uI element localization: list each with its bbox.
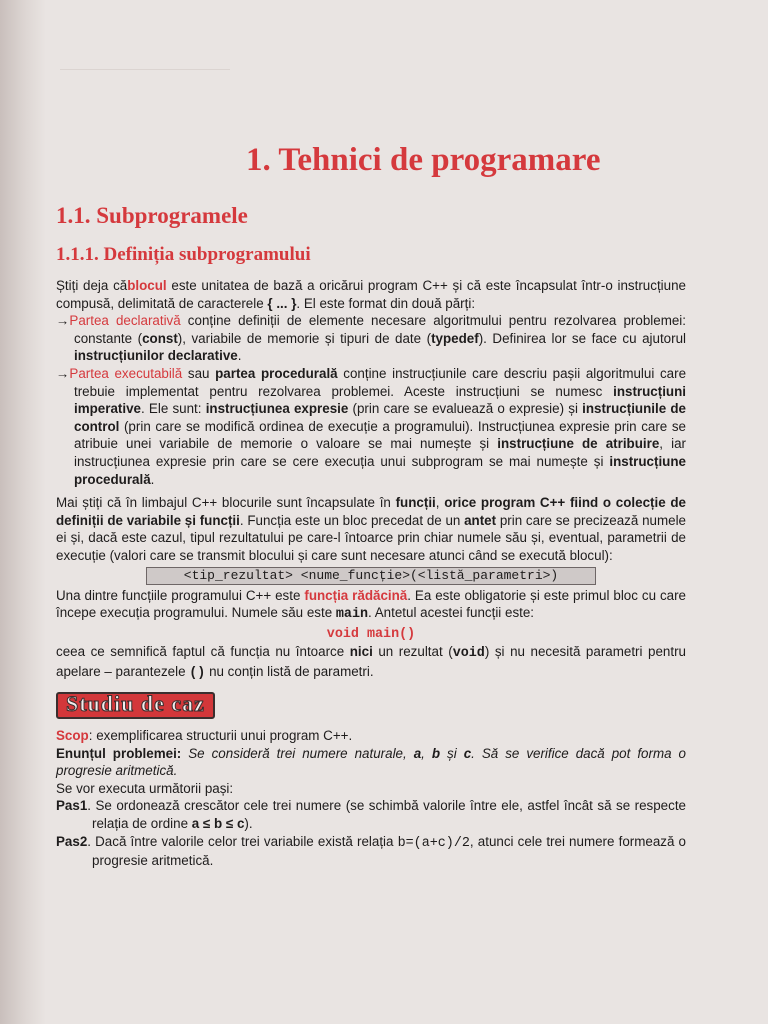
main-header-code: void main() bbox=[326, 626, 416, 642]
term-functia-radacina: funcția rădăcină bbox=[304, 587, 408, 603]
scope-label: Scop bbox=[56, 728, 89, 744]
steps-intro: Se vor executa următorii pași: bbox=[56, 780, 234, 796]
case-study-badge: Studiu de caz bbox=[56, 692, 215, 719]
subsection-title: 1.1.1. Definiția subprogramului bbox=[56, 244, 311, 265]
arrow-icon: → bbox=[56, 365, 70, 381]
functions-paragraph: Mai știți că în limbajul C++ blocurile sunt încapsulate în funcții, orice program C++ fiind o colecție de definiții de variabile și funcții. Funcția este un bloc precedat de un antet prin care se precizează numele ei și, dacă este cazul, tipul rezultatului pe care-l întoarce prin chiar numele său și, eventual, parametrii de execuție (valori care se transmit blocului și care sunt necesare atunci când se execută blocul): bbox=[56, 495, 687, 563]
chapter-title: 1. Tehnici de programare bbox=[246, 142, 601, 178]
bullet-declarative: →Partea declarativă conține definiții de elemente necesare algoritmului pentru rezolvarea problemei: constante (const), variabile de memorie și tipuri de date (typedef). Definirea lor se face cu ajutorul instrucțiunilor declarative. bbox=[56, 313, 687, 364]
show-through-header bbox=[60, 55, 230, 70]
section-title: 1.1. Subprogramele bbox=[56, 203, 248, 228]
void-paragraph: ceea ce semnifică faptul că funcția nu întoarce nici un rezultat (void) și nu necesită parametri pentru apelare – parantezele () nu conțin listă de parametri. bbox=[56, 644, 686, 681]
problem-statement: Enunțul problemei: Se consideră trei numere naturale, a, b și c. Să se verifice dacă pot forma o progresie aritmetică. bbox=[56, 745, 686, 779]
book-spine-shadow bbox=[0, 0, 46, 1024]
body-text bbox=[56, 277, 686, 870]
main-function-paragraph: Una dintre funcțiile programului C++ este funcția rădăcină. Ea este obligatorie și este primul bloc cu care începe execuția programului. Numele său este main. Antetul acestei funcții este: bbox=[56, 587, 686, 623]
scope-line: Scop: exemplificarea structurii unui program C++. bbox=[56, 728, 353, 744]
function-header-syntax-box: <tip_rezultat> <nume_funcție>(<listă_parametri>) bbox=[146, 567, 596, 585]
term-blocul: blocul bbox=[127, 278, 167, 293]
bullet-executable: →Partea executabilă sau partea procedurală conține instrucțiunile care descriu pașii algoritmului care trebuie implementat pentru rezolvarea problemei. Aceste instrucțiuni se numesc instrucțiuni imperative. Ele sunt: instrucțiunea expresie (prin care se evaluează o expresie) și instrucțiunile de control (prin care se modifică ordinea de execuție a programului). Instrucțiunea expresie prin care se atribuie unei variabile de memorie o valoare se mai numește și instrucțiune de atribuire, iar instrucțiunea expresie prin care se cere execuția unui subprogram se mai numește și instrucțiune procedurală. bbox=[56, 365, 687, 487]
intro-paragraph: Știți deja căblocul este unitatea de bază a oricărui program C++ și că este încapsulat într-o instrucțiune compusă, delimitată de caracterele { ... }. El este format din două părți: bbox=[56, 278, 686, 311]
step-1: Pas1. Se ordonează crescător cele trei numere (se schimbă valorile între ele, astfel încât să se respecte relația de ordine a ≤ b ≤ c). bbox=[56, 798, 686, 832]
term-partea-executabila: Partea executabilă bbox=[69, 365, 183, 381]
term-partea-declarativa: Partea declarativă bbox=[69, 313, 181, 329]
arrow-icon: → bbox=[56, 313, 70, 329]
step-2: Pas2. Dacă între valorile celor trei variabile există relația b=(a+c)/2, atunci cele trei numere formează o progresie aritmetică. bbox=[56, 833, 686, 869]
